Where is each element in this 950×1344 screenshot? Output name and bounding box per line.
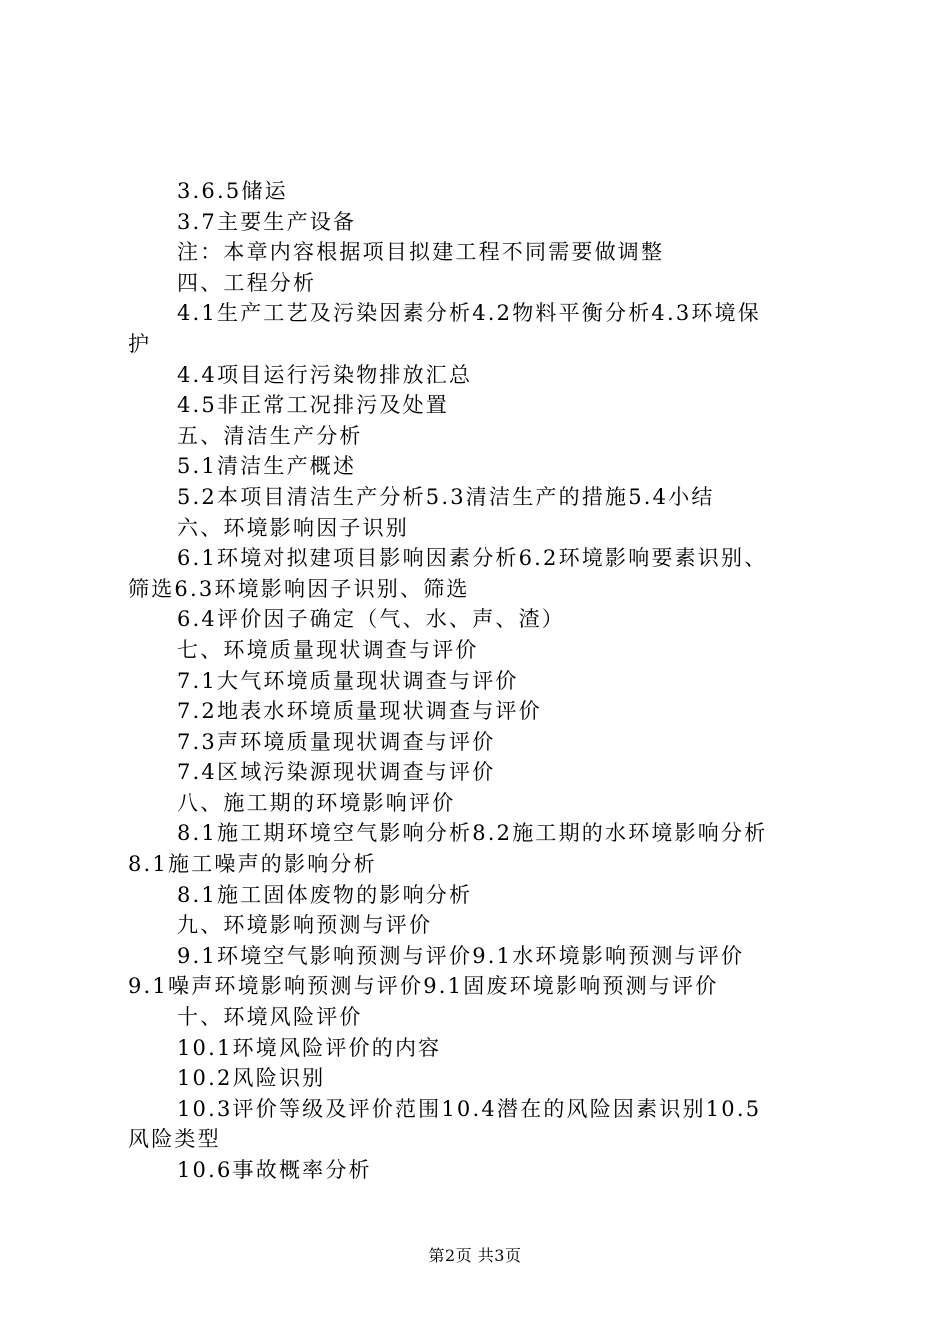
text-line: 10.6事故概率分析	[177, 1158, 372, 1182]
text-line: 10.2风险识别	[177, 1066, 326, 1091]
text-line: 十、环境风险评价	[177, 1005, 363, 1030]
page-footer: 第2页 共3页	[428, 1246, 522, 1265]
text-line: 8.1施工固体废物的影响分析	[177, 882, 473, 907]
text-line: 7.3声环境质量现状调查与评价	[177, 729, 496, 754]
text-line: 3.7主要生产设备	[177, 209, 357, 234]
text-line: 四、工程分析	[177, 270, 317, 295]
text-line: 9.1环境空气影响预测与评价9.1水环境影响预测与评价	[177, 943, 745, 968]
text-line: 注：本章内容根据项目拟建工程不同需要做调整	[177, 240, 665, 265]
text-line: 5.1清洁生产概述	[177, 454, 357, 479]
text-line: 五、清洁生产分析	[177, 423, 363, 448]
text-line: 8.1施工噪声的影响分析	[128, 852, 377, 877]
text-line: 10.1环境风险评价的内容	[177, 1035, 442, 1060]
text-line: 八、施工期的环境影响评价	[177, 790, 456, 815]
text-line: 4.5非正常工况排污及处置	[177, 393, 449, 418]
document-body	[128, 176, 833, 1186]
text-line: 8.1施工期环境空气影响分析8.2施工期的水环境影响分析	[177, 821, 768, 846]
text-line: 七、环境质量现状调查与评价	[177, 637, 479, 662]
text-line: 护	[128, 331, 152, 356]
text-line: 7.2地表水环境质量现状调查与评价	[177, 699, 542, 724]
text-line: 风险类型	[128, 1127, 221, 1152]
text-line: 6.4评价因子确定（气、水、声、渣）	[177, 607, 565, 632]
text-line: 筛选6.3环境影响因子识别、筛选	[128, 576, 470, 601]
text-line: 4.4项目运行污染物排放汇总	[177, 362, 473, 387]
text-line: 7.1大气环境质量现状调查与评价	[177, 668, 519, 693]
text-line: 7.4区域污染源现状调查与评价	[177, 760, 496, 785]
text-line: 4.1生产工艺及污染因素分析4.2物料平衡分析4.3环境保	[177, 301, 761, 326]
text-line: 10.3评价等级及评价范围10.4潜在的风险因素识别10.5	[177, 1096, 762, 1121]
text-line: 六、环境影响因子识别	[177, 515, 409, 540]
text-line: 3.6.5储运	[177, 179, 288, 203]
text-line: 9.1噪声环境影响预测与评价9.1固废环境影响预测与评价	[128, 974, 719, 999]
text-line: 九、环境影响预测与评价	[177, 913, 433, 938]
text-line: 5.2本项目清洁生产分析5.3清洁生产的措施5.4小结	[177, 484, 715, 509]
text-line: 6.1环境对拟建项目影响因素分析6.2环境影响要素识别、	[177, 546, 768, 571]
